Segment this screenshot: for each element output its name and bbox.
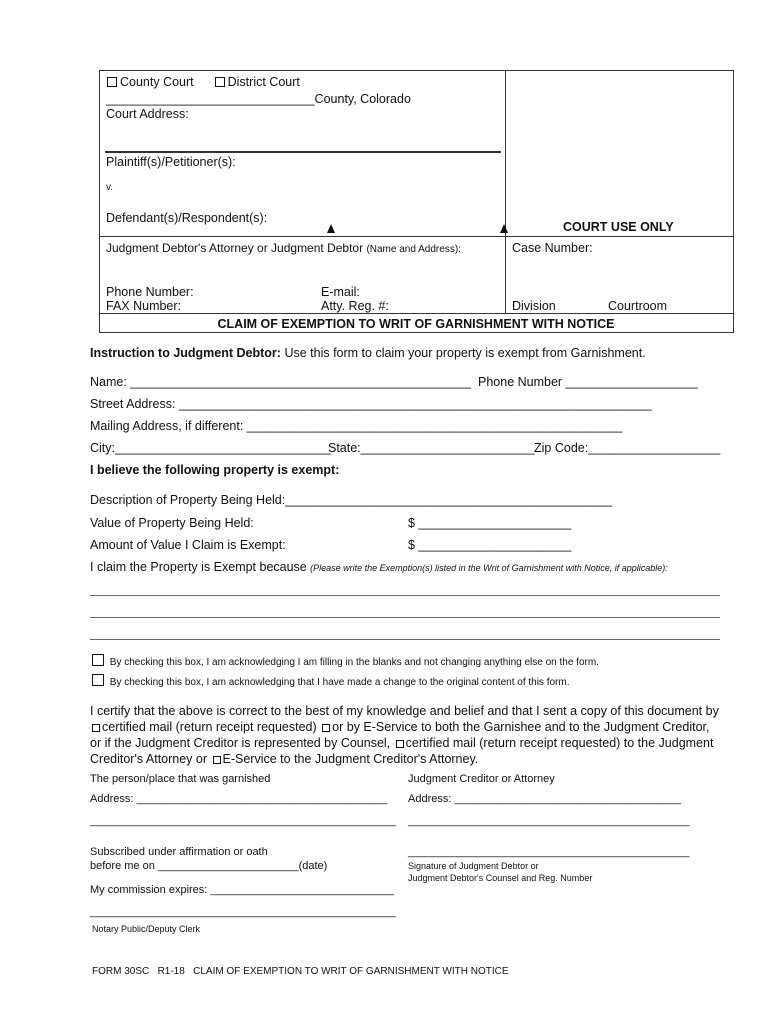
division-label: Division bbox=[512, 299, 556, 313]
instruction bbox=[90, 346, 646, 360]
county-field[interactable]: ______________________________County, Colorado bbox=[106, 92, 411, 106]
certification bbox=[90, 703, 730, 767]
county-court-label: County Court bbox=[120, 75, 194, 89]
versus-label: v. bbox=[106, 182, 114, 193]
because-line bbox=[90, 560, 668, 574]
commission-field[interactable]: My commission expires: ______________________________ bbox=[90, 884, 394, 896]
caption-box bbox=[99, 70, 734, 333]
mailing-field[interactable]: Mailing Address, if different: ______________________________________________________ bbox=[90, 419, 623, 433]
certify-text-5: certified mail (return receipt requested) to the Judgment bbox=[405, 736, 714, 750]
city-field[interactable]: City:_______________________________ bbox=[90, 441, 331, 455]
ack-no-change bbox=[92, 654, 599, 668]
ack-changed-checkbox[interactable] bbox=[92, 674, 104, 686]
caption-rule-1 bbox=[99, 236, 733, 237]
district-court-label: District Court bbox=[227, 75, 300, 89]
ack-changed-label: By checking this box, I am acknowledging that I have made a change to the original content of this form. bbox=[109, 677, 570, 688]
signature-label-1: Signature of Judgment Debtor or bbox=[408, 861, 539, 871]
attorney-label-text: Judgment Debtor's Attorney or Judgment Debtor bbox=[106, 241, 364, 255]
certify-text-3: or by E-Service to both the Garnishee and to the Judgment Creditor, bbox=[332, 720, 710, 734]
notary-signature-line[interactable]: __________________________________________________ bbox=[90, 906, 396, 918]
fax-label: FAX Number: bbox=[106, 299, 182, 313]
form-title: CLAIM OF EXEMPTION TO WRIT OF GARNISHMENT WITH NOTICE bbox=[217, 317, 615, 331]
attorney-certified-mail-checkbox[interactable] bbox=[396, 740, 404, 748]
instruction-text: Use this form to claim your property is exempt from Garnishment. bbox=[284, 346, 646, 360]
before-me-field[interactable]: before me on _______________________(date) bbox=[90, 860, 328, 872]
eservice-checkbox[interactable] bbox=[322, 724, 330, 732]
zip-field[interactable]: Zip Code:___________________ bbox=[534, 441, 721, 455]
county-court-checkbox[interactable] bbox=[107, 77, 117, 87]
claim-field[interactable]: $ ______________________ bbox=[408, 538, 572, 552]
plaintiff-label: Plaintiff(s)/Petitioner(s): bbox=[106, 155, 236, 169]
ack-changed bbox=[92, 674, 570, 688]
notary-label: Notary Public/Deputy Clerk bbox=[92, 924, 201, 934]
court-use-only: COURT USE ONLY bbox=[563, 220, 674, 234]
arrow-up-icon bbox=[327, 224, 335, 233]
certify-text-2: certified mail (return receipt requested) bbox=[102, 720, 317, 734]
signature-line[interactable]: ______________________________________________ bbox=[408, 846, 690, 858]
defendant-label: Defendant(s)/Respondent(s): bbox=[106, 211, 268, 225]
reason-line-3[interactable] bbox=[90, 639, 720, 640]
subscribed-label: Subscribed under affirmation or oath bbox=[90, 846, 268, 858]
exempt-heading: I believe the following property is exempt: bbox=[90, 463, 340, 477]
arrow-up-icon bbox=[500, 224, 508, 233]
claim-label: Amount of Value I Claim is Exempt: bbox=[90, 538, 286, 552]
reason-line-2[interactable] bbox=[90, 617, 720, 618]
ack-no-change-label: By checking this box, I am acknowledging I am filling in the blanks and not changing anything else on the form. bbox=[109, 657, 599, 668]
attorney-label bbox=[106, 241, 461, 255]
plaintiff-rule bbox=[105, 151, 501, 153]
atty-reg-label: Atty. Reg. #: bbox=[321, 299, 389, 313]
creditor-address-line-2[interactable]: ______________________________________________ bbox=[408, 815, 690, 827]
creditor-label: Judgment Creditor or Attorney bbox=[408, 773, 555, 785]
court-type-options bbox=[107, 75, 300, 89]
caption-rule-2 bbox=[99, 313, 733, 314]
value-field[interactable]: $ ______________________ bbox=[408, 516, 572, 530]
value-label: Value of Property Being Held: bbox=[90, 516, 254, 530]
reason-line-1[interactable] bbox=[90, 595, 720, 596]
district-court-checkbox[interactable] bbox=[215, 77, 225, 87]
caption-divider bbox=[505, 70, 506, 313]
email-label: E-mail: bbox=[321, 285, 360, 299]
creditor-address-field[interactable]: Address: _____________________________________ bbox=[408, 793, 681, 805]
because-label: I claim the Property is Exempt because bbox=[90, 560, 307, 574]
ack-no-change-checkbox[interactable] bbox=[92, 654, 104, 666]
certify-text-4: or if the Judgment Creditor is represented by Counsel, bbox=[90, 736, 391, 750]
phone-field[interactable]: Phone Number ___________________ bbox=[478, 375, 698, 389]
form-footer: FORM 30SC R1-18 CLAIM OF EXEMPTION TO WRIT OF GARNISHMENT WITH NOTICE bbox=[92, 966, 509, 977]
description-field[interactable]: Description of Property Being Held:_______________________________________________ bbox=[90, 493, 612, 507]
instruction-label: Instruction to Judgment Debtor: bbox=[90, 346, 281, 360]
phone-label: Phone Number: bbox=[106, 285, 194, 299]
street-field[interactable]: Street Address: ____________________________________________________________________ bbox=[90, 397, 652, 411]
certify-text-6: Creditor's Attorney or bbox=[90, 752, 208, 766]
because-note: (Please write the Exemption(s) listed in the Writ of Garnishment with Notice, if applicable): bbox=[310, 563, 668, 573]
garnished-address-line-2[interactable]: __________________________________________________ bbox=[90, 815, 396, 827]
case-number-label: Case Number: bbox=[512, 241, 593, 255]
name-field[interactable]: Name: _________________________________________________ bbox=[90, 375, 471, 389]
attorney-label-note: (Name and Address): bbox=[366, 244, 461, 255]
court-address-label: Court Address: bbox=[106, 107, 189, 121]
garnished-label: The person/place that was garnished bbox=[90, 773, 271, 785]
certify-text-1: I certify that the above is correct to the best of my knowledge and belief and that I sent a copy of this document by bbox=[90, 704, 719, 718]
signature-label-2: Judgment Debtor's Counsel and Reg. Number bbox=[408, 873, 593, 883]
state-field[interactable]: State:_________________________ bbox=[328, 441, 535, 455]
courtroom-label: Courtroom bbox=[608, 299, 668, 313]
certified-mail-checkbox[interactable] bbox=[92, 724, 100, 732]
garnished-address-field[interactable]: Address: _________________________________________ bbox=[90, 793, 388, 805]
certify-text-7: E-Service to the Judgment Creditor's Attorney. bbox=[222, 752, 479, 766]
attorney-eservice-checkbox[interactable] bbox=[213, 756, 221, 764]
